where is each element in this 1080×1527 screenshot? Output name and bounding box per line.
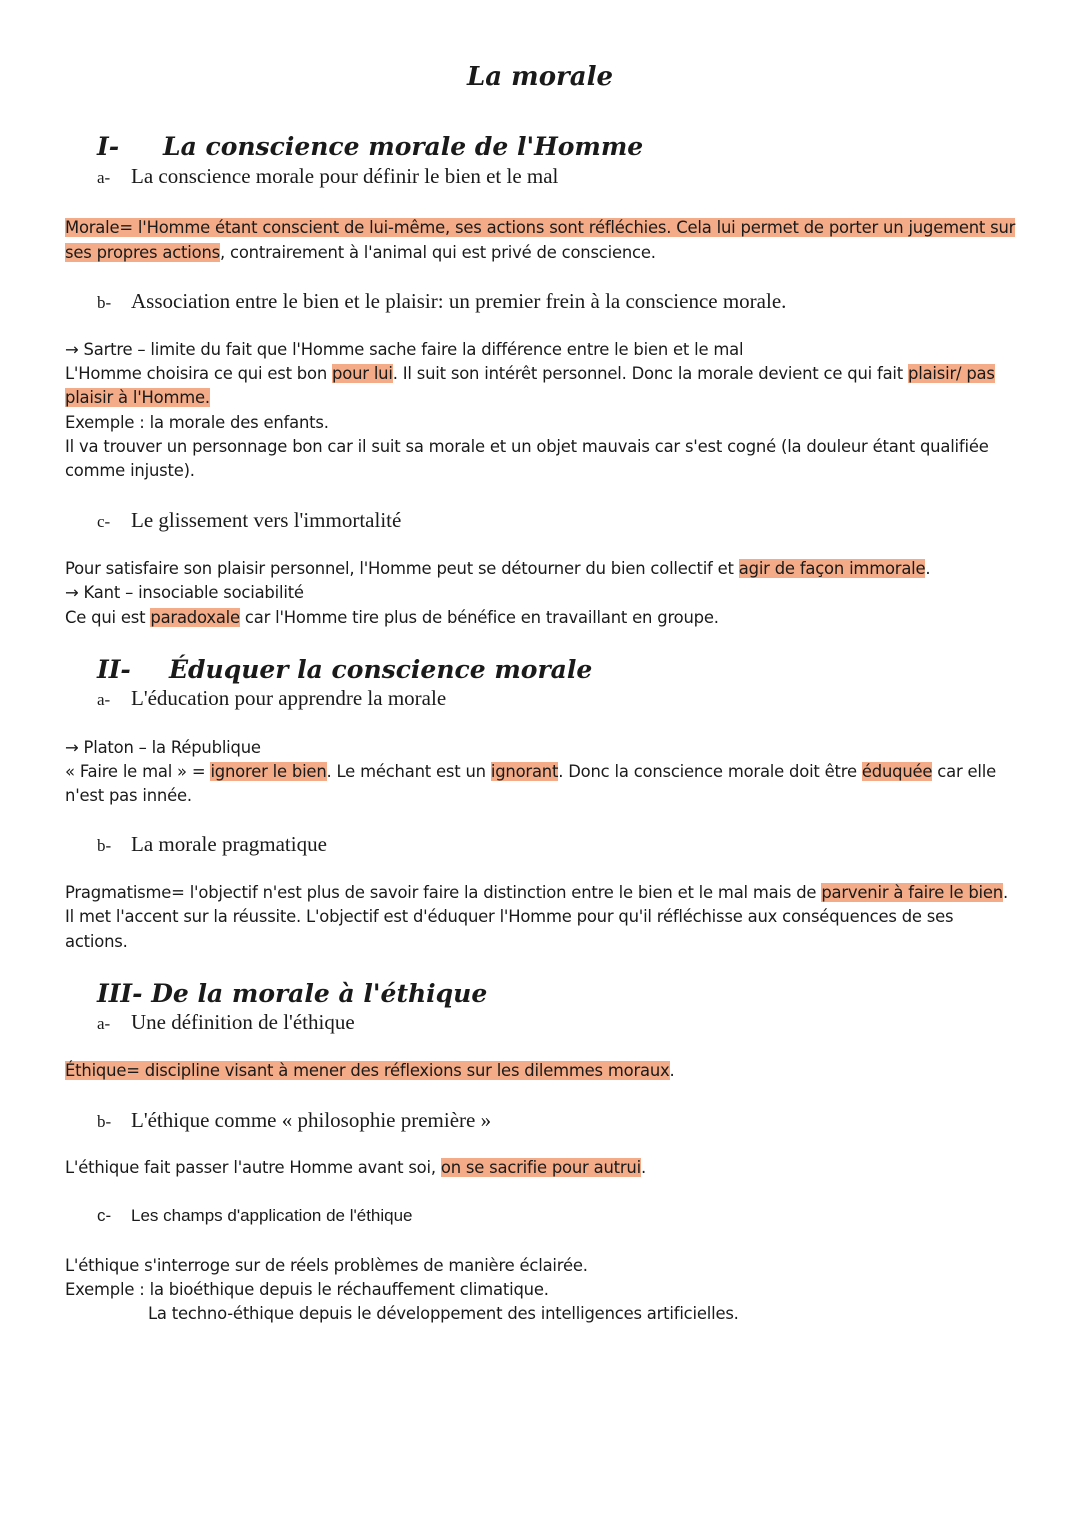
highlight: ses propres actions	[65, 243, 220, 262]
highlight: Morale= l'Homme étant conscient de lui-même, ses actions sont réfléchies. Cela lui permet de porter un jugement sur	[65, 218, 1016, 237]
paragraph-line: L'éthique s'interroge sur de réels problèmes de manière éclairée.	[65, 1256, 588, 1275]
section-title: De la morale à l'éthique	[151, 979, 488, 1008]
highlight: agir de façon immorale	[738, 559, 926, 578]
section-number: III-	[97, 979, 143, 1008]
highlight: parvenir à faire le bien	[821, 883, 1003, 902]
subheading-2b: b- La morale pragmatique	[97, 832, 327, 856]
highlight: Éthique= discipline visant à mener des réflexions sur les dilemmes moraux	[65, 1061, 670, 1080]
paragraph-line: n'est pas innée.	[65, 786, 192, 805]
paragraph-line: Éthique= discipline visant à mener des réflexions sur les dilemmes moraux.	[65, 1061, 675, 1080]
paragraph-line: → Sartre – limite du fait que l'Homme sache faire la différence entre le bien et le mal	[65, 340, 744, 359]
section-number: I-	[97, 132, 120, 161]
subheading-1b: b- Association entre le bien et le plaisir: un premier frein à la conscience morale.	[97, 289, 787, 313]
paragraph-line	[65, 218, 1015, 237]
highlight: plaisir à l'Homme.	[65, 388, 210, 407]
paragraph-line: Exemple : la morale des enfants.	[65, 413, 329, 432]
paragraph-line: « Faire le mal » = ignorer le bien. Le méchant est un ignorant. Donc la conscience morale doit être éduquée car elle	[65, 762, 996, 781]
section-heading-1	[97, 132, 643, 161]
section-heading-2	[97, 655, 592, 684]
subheading-2a: a- L'éducation pour apprendre la morale	[97, 686, 447, 710]
paragraph-line: L'Homme choisira ce qui est bon pour lui. Il suit son intérêt personnel. Donc la morale devient ce qui fait plaisir/ pas	[65, 364, 995, 383]
section-number: II-	[97, 655, 131, 684]
paragraph-line: La techno-éthique depuis le développement des intelligences artificielles.	[148, 1304, 739, 1323]
highlight: pour lui	[332, 364, 393, 383]
paragraph-line: Pragmatisme= l'objectif n'est plus de savoir faire la distinction entre le bien et le mal mais de parvenir à faire le bien.	[65, 883, 1008, 902]
paragraph-line: → Kant – insociable sociabilité	[65, 583, 304, 602]
paragraph-line: Il va trouver un personnage bon car il suit sa morale et un objet mauvais car s'est cogné (la douleur étant qualifiée	[65, 437, 989, 456]
paragraph-line: ses propres actions, contrairement à l'animal qui est privé de conscience.	[65, 243, 656, 262]
paragraph-line: Pour satisfaire son plaisir personnel, l'Homme peut se détourner du bien collectif et agir de façon immorale.	[65, 559, 931, 578]
subheading-1a: a- La conscience morale pour définir le bien et le mal	[97, 164, 559, 188]
paragraph-line: Ce qui est paradoxale car l'Homme tire plus de bénéfice en travaillant en groupe.	[65, 608, 719, 627]
paragraph-line: Il met l'accent sur la réussite. L'objectif est d'éduquer l'Homme pour qu'il réfléchisse aux conséquences de ses	[65, 907, 954, 926]
section-heading-3	[97, 979, 487, 1008]
subheading-3c: c- Les champs d'application de l'éthique	[97, 1206, 413, 1225]
paragraph-line: Exemple : la bioéthique depuis le réchauffement climatique.	[65, 1280, 549, 1299]
paragraph-line: → Platon – la République	[65, 738, 261, 757]
subheading-3b: b- L'éthique comme « philosophie première »	[97, 1108, 492, 1132]
highlight: ignorer le bien	[210, 762, 327, 781]
highlight: on se sacrifie pour autrui	[440, 1158, 641, 1177]
page-title: La morale	[467, 62, 613, 92]
subheading-1c: c- Le glissement vers l'immortalité	[97, 508, 402, 532]
highlight: plaisir/ pas	[908, 364, 995, 383]
section-title: La conscience morale de l'Homme	[163, 132, 644, 161]
highlight: ignorant	[490, 762, 559, 781]
paragraph-line	[65, 388, 210, 407]
subheading-3a: a- Une définition de l'éthique	[97, 1010, 355, 1034]
paragraph-line: comme injuste).	[65, 461, 195, 480]
section-title: Éduquer la conscience morale	[169, 655, 593, 684]
highlight: paradoxale	[150, 608, 240, 627]
paragraph-line: L'éthique fait passer l'autre Homme avant soi, on se sacrifie pour autrui.	[65, 1158, 646, 1177]
paragraph-line: actions.	[65, 932, 128, 951]
highlight: éduquée	[861, 762, 933, 781]
